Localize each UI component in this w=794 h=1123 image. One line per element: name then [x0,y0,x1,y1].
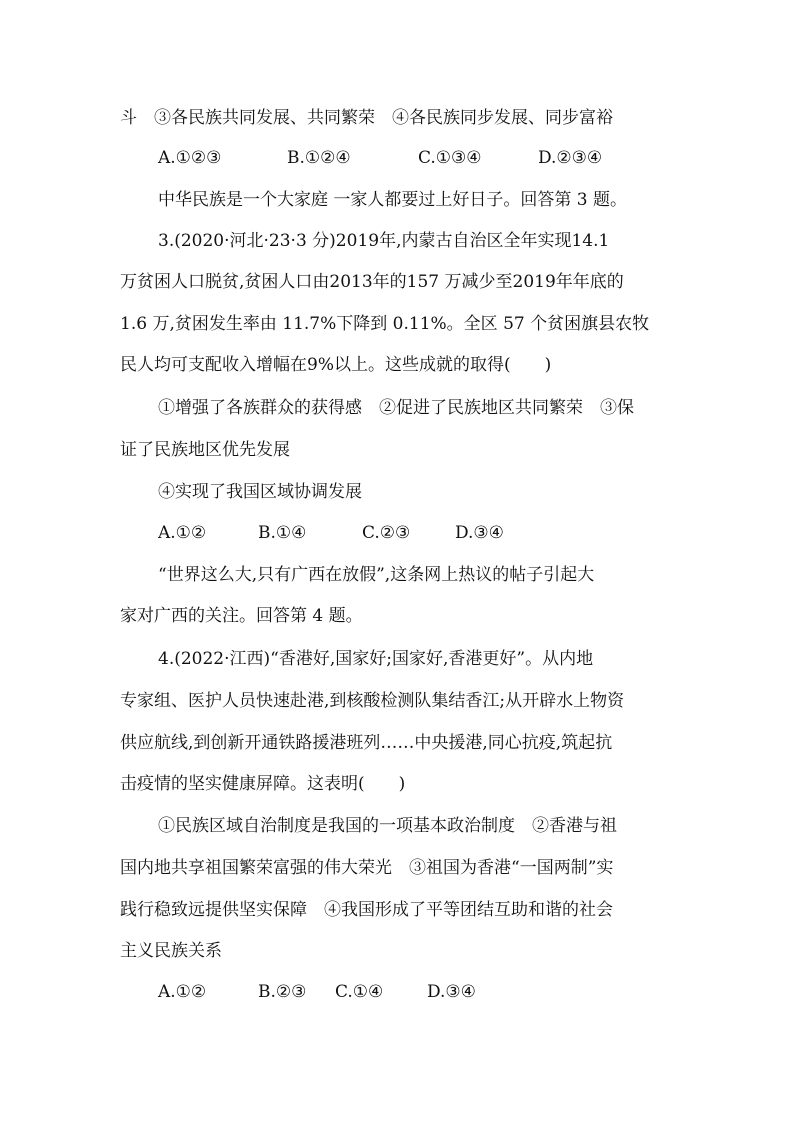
question-stem: “世界这么大,只有广西在放假”,这条网上热议的帖子引起大 [158,565,595,585]
question-4-statement: 践行稳致远提供坚实保障 ④我国形成了平等团结互助和谐的社会 [120,900,613,920]
question-3-statement: 证了民族地区优先发展 [120,440,290,460]
question-3-line: 3.(2020·河北·23·3 分)2019年,内蒙古自治区全年实现14.1 [158,231,610,251]
question-3-statement: ④实现了我国区域协调发展 [158,482,362,502]
question-3-line: 万贫困人口脱贫,贫困人口由2013年的157 万减少至2019年年底的 [120,272,624,292]
option-d: D.③④ [427,982,476,1002]
question-3-line: 民人均可支配收入增幅在9%以上。这些成就的取得( ) [120,355,552,375]
option-d: D.③④ [455,523,504,543]
option-b: B.②③ [258,982,307,1002]
option-c: C.②③ [362,523,411,543]
question-3-line: 1.6 万,贫困发生率由 11.7%下降到 0.11%。全区 57 个贫困旗县农牧 [120,314,650,334]
option-a: A.①② [158,523,207,543]
question-stem: 中华民族是一个大家庭 一家人都要过上好日子。回答第 3 题。 [158,190,628,210]
statement-line: 斗 ③各民族共同发展、共同繁荣 ④各民族同步发展、同步富裕 [120,108,613,128]
question-4-line: 击疫情的坚实健康屏障。这表明( ) [120,774,406,794]
option-d: D.②③④ [538,148,603,168]
question-stem: 家对广西的关注。回答第 4 题。 [120,606,363,626]
question-3-statement: ①增强了各族群众的获得感 ②促进了民族地区共同繁荣 ③保 [158,398,634,418]
question-4-line: 专家组、医护人员快速赴港,到核酸检测队集结香江;从开辟水上物资 [120,691,625,711]
question-4-statement: ①民族区域自治制度是我国的一项基本政治制度 ②香港与祖 [158,816,617,836]
question-4-statement: 主义民族关系 [120,941,222,961]
question-4-line: 供应航线,到创新开通铁路援港班列……中央援港,同心抗疫,筑起抗 [120,733,613,753]
option-b: B.①②④ [287,148,351,168]
question-4-line: 4.(2022·江西)“香港好,国家好;国家好,香港更好”。从内地 [158,649,594,669]
option-c: C.①③④ [418,148,482,168]
question-4-statement: 国内地共享祖国繁荣富强的伟大荣光 ③祖国为香港“一国两制”实 [120,858,614,878]
option-a: A.①② [158,982,207,1002]
option-a: A.①②③ [158,148,222,168]
option-c: C.①④ [335,982,384,1002]
option-b: B.①④ [258,523,307,543]
